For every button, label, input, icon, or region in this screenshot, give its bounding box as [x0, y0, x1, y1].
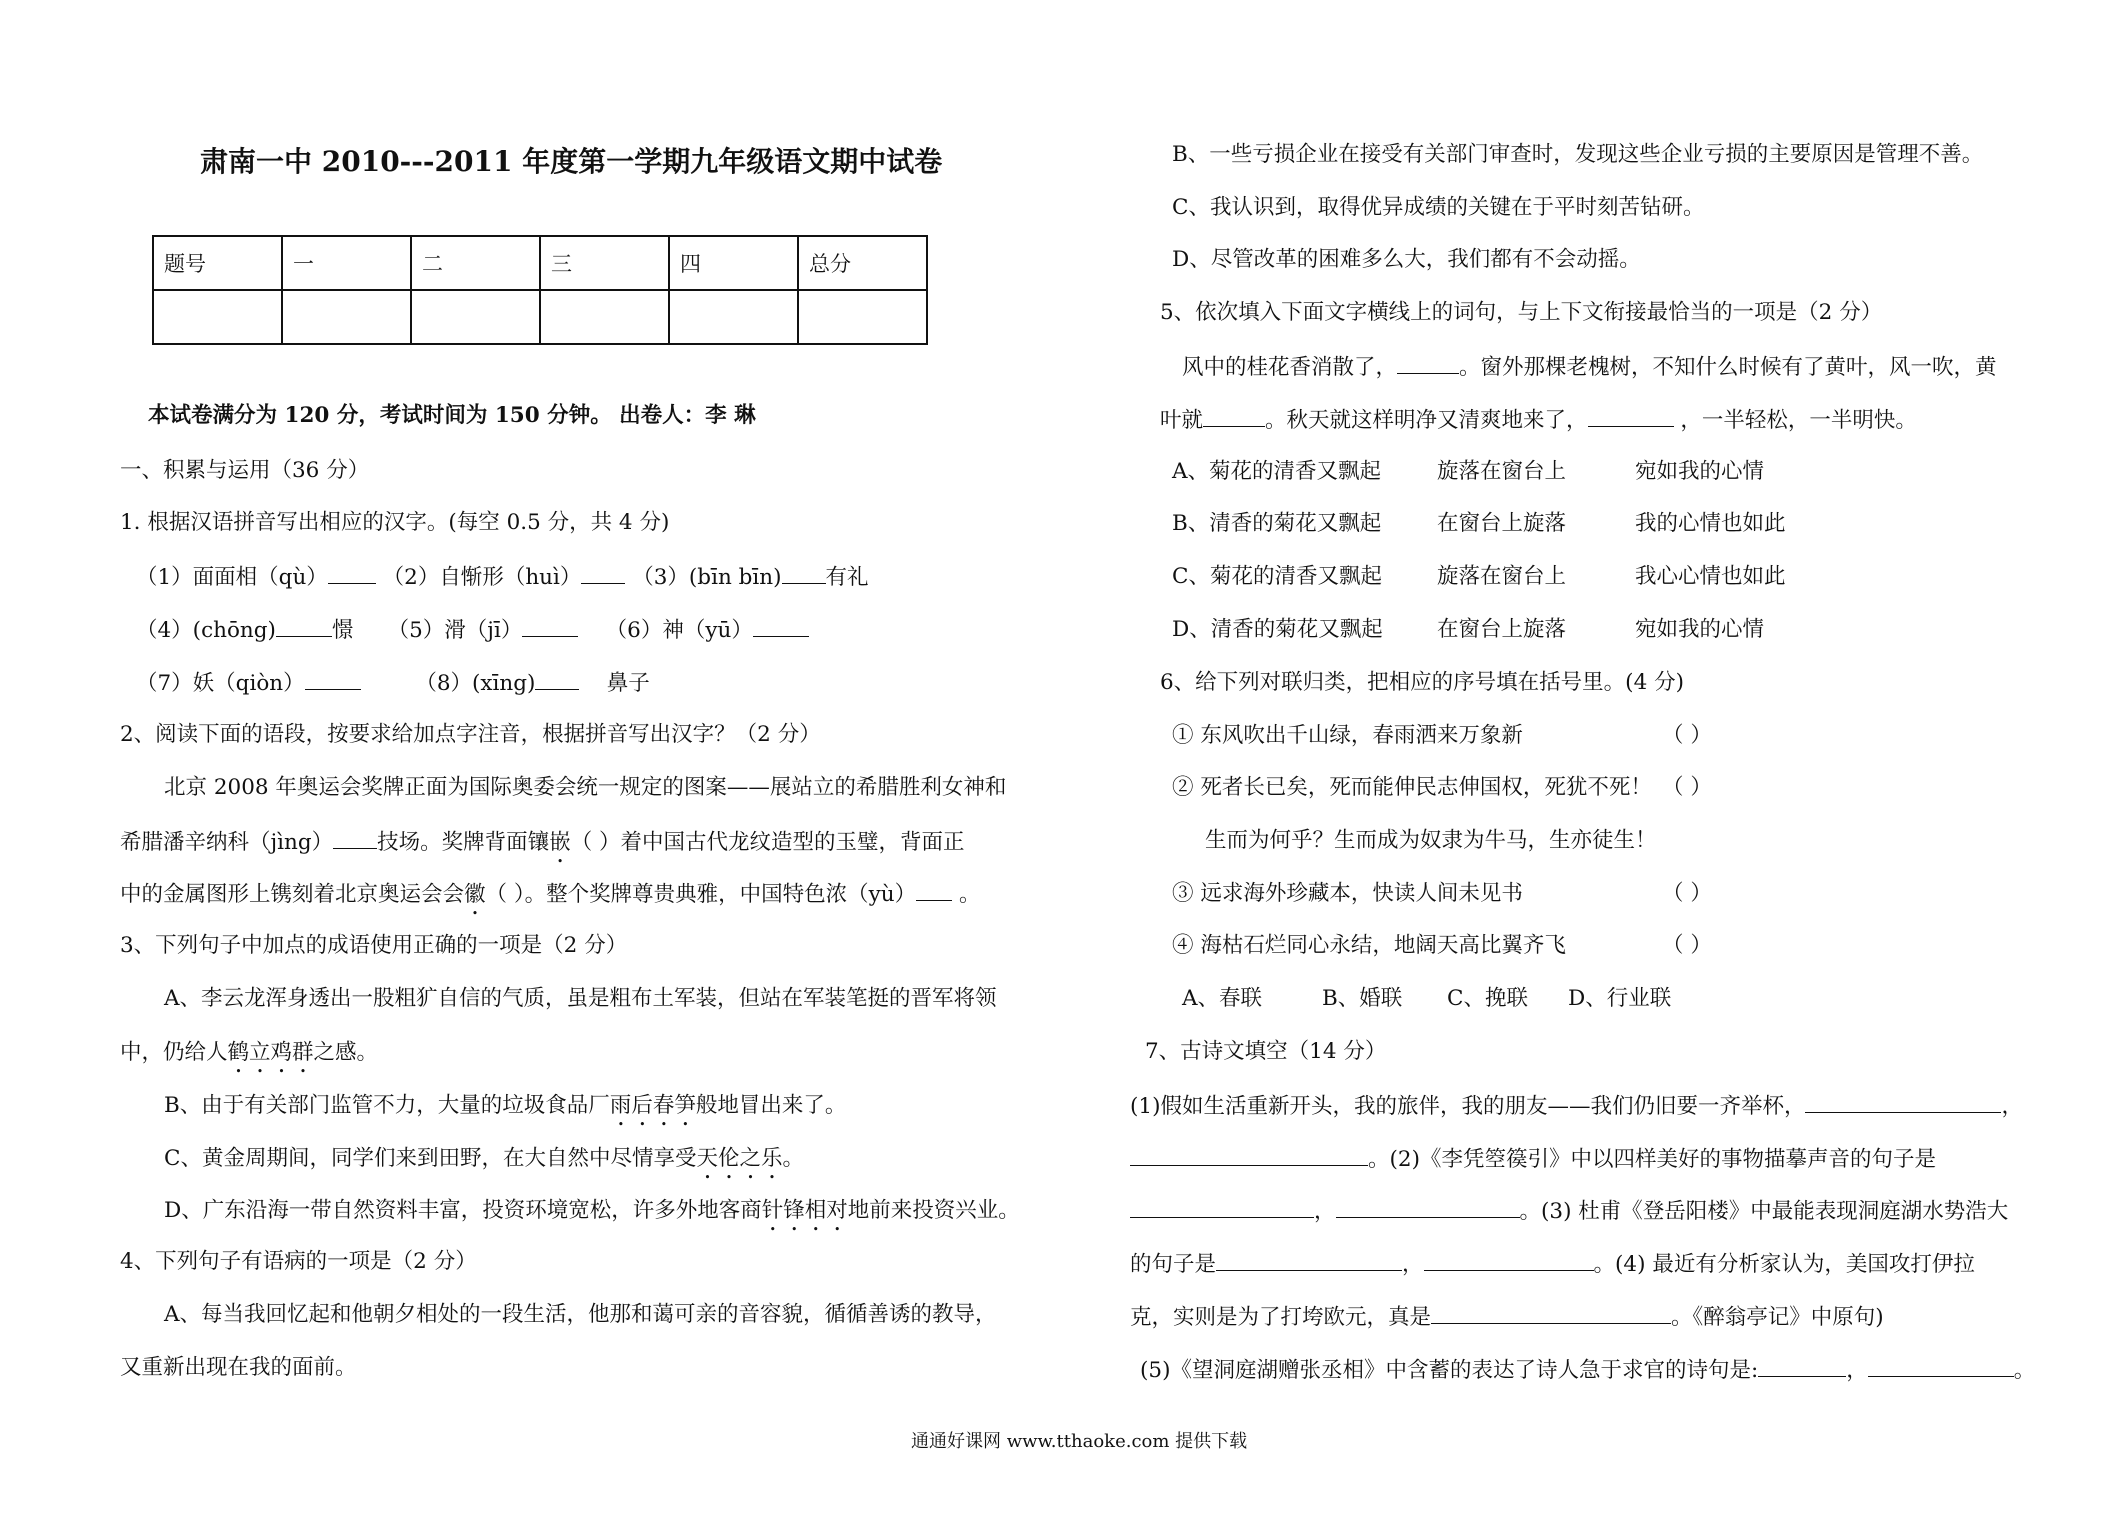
- q6-couplet-1: ① 东风吹出千山绿，春雨洒来万象新 （ ）: [1172, 723, 1712, 748]
- score-value-cell: [153, 290, 282, 344]
- q5-passage-line-1: 风中的桂花香消散了， 。窗外那棵老槐树，不知什么时候有了黄叶，风一吹，黄: [1182, 355, 1997, 380]
- answer-blank: [916, 882, 952, 901]
- score-value-cell: [798, 290, 927, 344]
- answer-blank: [1397, 355, 1459, 374]
- answer-blank: [535, 671, 579, 690]
- section-heading: 一、积累与运用（36 分）: [120, 458, 370, 483]
- q1-row-2: [136, 618, 809, 642]
- q5-passage-line-2: 叶就 。秋天就这样明净又清爽地来了， ，一半轻松，一半明快。: [1160, 408, 1917, 433]
- answer-blank: [1805, 1094, 2001, 1113]
- q1-item-text: （5）滑（jī）: [387, 618, 523, 643]
- answer-blank: [1336, 1199, 1520, 1218]
- dotted-char: 嵌: [549, 830, 571, 855]
- answer-blank: [1431, 1305, 1671, 1324]
- q4-option-a-line-2: 又重新出现在我的面前。: [120, 1355, 357, 1380]
- q3-option-c: C、黄金周期间，同学们来到田野，在大自然中尽情享受天伦之乐。: [164, 1146, 804, 1171]
- q4-option-a-line-1: A、每当我回忆起和他朝夕相处的一段生活，他那和蔼可亲的音容貌，循循善诱的教导，: [164, 1302, 997, 1327]
- answer-blank: [1130, 1199, 1314, 1218]
- score-table-header-row: [153, 236, 927, 290]
- q1-item-text: 鼻子: [606, 671, 650, 696]
- q6-couplet-2-line-2: 生而为何乎？生而成为奴隶为牛马，生亦徒生！: [1205, 828, 1657, 853]
- q1-row-3: [136, 671, 650, 695]
- dotted-char: 徽: [464, 882, 486, 907]
- score-header-cell: 三: [540, 236, 669, 290]
- q1-item-text: （1）面面相（qù）: [136, 565, 328, 590]
- question-4: 4、下列句子有语病的一项是（2 分）: [120, 1249, 477, 1274]
- answer-blank: [328, 565, 376, 584]
- q1-item-text: （8）(xīng): [415, 671, 536, 696]
- answer-blank: [581, 565, 625, 584]
- q3-option-b: B、由于有关部门监管不力，大量的垃圾食品厂雨后春笋般地冒出来了。: [164, 1093, 847, 1118]
- q7-line-3: ， 。(3) 杜甫《登岳阳楼》中最能表现洞庭湖水势浩大: [1130, 1199, 2008, 1223]
- score-header-cell: 四: [669, 236, 798, 290]
- q1-item-text: （2）自惭形（huì）: [382, 565, 582, 590]
- q7-line-2: 。(2)《李凭箜篌引》中以四样美好的事物描摹声音的句子是: [1130, 1147, 1936, 1171]
- q7-line-5: 克，实则是为了打垮欧元，真是 。《醉翁亭记》中原句): [1130, 1305, 1884, 1330]
- answer-blank: [1216, 1252, 1402, 1271]
- answer-blank: [333, 830, 377, 849]
- answer-blank: [1868, 1358, 2014, 1377]
- question-6: 6、给下列对联归类，把相应的序号填在括号里。(4 分): [1160, 670, 1684, 695]
- answer-blank: [782, 565, 826, 584]
- answer-blank: [1758, 1358, 1846, 1377]
- q1-item-text: （6）神（yū）: [605, 618, 753, 643]
- question-3: 3、下列句子中加点的成语使用正确的一项是（2 分）: [120, 933, 628, 958]
- score-header-cell: 二: [411, 236, 540, 290]
- q1-row-1: [136, 565, 869, 589]
- exam-title: 肃南一中 2010---2011 年度第一学期九年级语文期中试卷: [200, 145, 943, 178]
- answer-blank: [1130, 1147, 1368, 1166]
- score-table-value-row: [153, 290, 927, 344]
- q2-passage-line-2: 希腊潘辛纳科（jìng） 技场。奖牌背面镶嵌（ ）着中国古代龙纹造型的玉璧，背面正: [120, 830, 965, 855]
- dotted-idiom: 针锋相对: [761, 1198, 848, 1223]
- score-value-cell: [669, 290, 798, 344]
- q3-option-d: D、广东沿海一带自然资料丰富，投资环境宽松，许多外地客商针锋相对地前来投资兴业。: [164, 1198, 1020, 1223]
- score-table: [152, 235, 928, 345]
- score-header-cell: 一: [282, 236, 411, 290]
- q5-option-d: D、清香的菊花又飘起 在窗台上旋落 宛如我的心情: [1172, 617, 1765, 642]
- page-footer: 通通好课网 www.tthaoke.com 提供下载: [911, 1431, 1248, 1452]
- q1-item-text: （7）妖（qiòn）: [136, 671, 305, 696]
- q5-option-a: A、菊花的清香又飘起 旋落在窗台上 宛如我的心情: [1172, 459, 1765, 484]
- score-value-cell: [411, 290, 540, 344]
- question-7: 7、古诗文填空（14 分）: [1145, 1039, 1387, 1064]
- q6-couplet-2: ② 死者长已矣，死而能伸民志伸国权，死犹不死！ （ ）: [1172, 775, 1712, 800]
- q3-option-a-line-2: 中，仍给人鹤立鸡群之感。: [120, 1040, 379, 1065]
- answer-blank: [1424, 1252, 1594, 1271]
- answer-blank: [305, 671, 361, 690]
- question-2: 2、阅读下面的语段，按要求给加点字注音，根据拼音写出汉字？（2 分）: [120, 722, 821, 747]
- q5-option-b: B、清香的菊花又飘起 在窗台上旋落 我的心情也如此: [1172, 511, 1786, 536]
- q7-line-6: (5)《望洞庭湖赠张丞相》中含蓄的表达了诗人急于求官的诗句是: ， 。: [1140, 1358, 2036, 1383]
- q1-item-text: 有礼: [825, 565, 869, 590]
- answer-blank: [753, 618, 809, 637]
- answer-blank: [1588, 408, 1674, 427]
- q7-line-4: 的句子是 ， 。(4) 最近有分析家认为，美国攻打伊拉: [1130, 1252, 1975, 1277]
- q2-passage-line-1: 北京 2008 年奥运会奖牌正面为国际奥委会统一规定的图案——展站立的希腊胜利女神和: [164, 775, 1007, 800]
- score-header-cell: 题号: [153, 236, 282, 290]
- score-value-cell: [282, 290, 411, 344]
- q7-line-1: (1)假如生活重新开头，我的旅伴，我的朋友——我们仍旧要一齐举杯， ，: [1130, 1094, 2023, 1119]
- q6-couplet-3: ③ 远求海外珍藏本，快读人间未见书 （ ）: [1172, 881, 1712, 906]
- q4-option-b: B、一些亏损企业在接受有关部门审查时，发现这些企业亏损的主要原因是管理不善。: [1172, 142, 1984, 167]
- q6-choices: A、春联 B、婚联 C、挽联 D、行业联: [1182, 986, 1672, 1011]
- question-5: 5、依次填入下面文字横线上的词句，与上下文衔接最恰当的一项是（2 分）: [1160, 300, 1883, 325]
- score-header-cell: 总分: [798, 236, 927, 290]
- q4-option-d: D、尽管改革的困难多么大，我们都有不会动摇。: [1172, 247, 1641, 272]
- q4-option-c: C、我认识到，取得优异成绩的关键在于平时刻苦钻研。: [1172, 195, 1705, 220]
- dotted-idiom: 鹤立鸡群: [227, 1040, 314, 1065]
- q3-option-a-line-1: A、李云龙浑身透出一股粗犷自信的气质，虽是粗布土军装，但站在军装笔挺的晋军将领: [164, 986, 997, 1011]
- exam-intro: 本试卷满分为 120 分，考试时间为 150 分钟。 出卷人：李 琳: [148, 403, 756, 428]
- answer-blank: [522, 618, 578, 637]
- dotted-idiom: 雨后春笋: [609, 1093, 696, 1118]
- q6-couplet-4: ④ 海枯石烂同心永结，地阔天高比翼齐飞 （ ）: [1172, 933, 1712, 958]
- q2-passage-line-3: 中的金属图形上镌刻着北京奥运会会徽（ ）。整个奖牌尊贵典雅，中国特色浓（yù） 。: [120, 882, 981, 907]
- question-1: 1. 根据汉语拼音写出相应的汉字。(每空 0.5 分，共 4 分): [120, 510, 670, 535]
- q1-item-text: 憬: [331, 618, 354, 643]
- q1-item-text: （3）(bīn bīn): [632, 565, 782, 590]
- dotted-idiom: 天伦之乐: [696, 1146, 783, 1171]
- answer-blank: [276, 618, 332, 637]
- q5-option-c: C、菊花的清香又飘起 旋落在窗台上 我心心情也如此: [1172, 564, 1786, 589]
- answer-blank: [1203, 408, 1265, 427]
- q1-item-text: （4）(chōng): [136, 618, 276, 643]
- score-value-cell: [540, 290, 669, 344]
